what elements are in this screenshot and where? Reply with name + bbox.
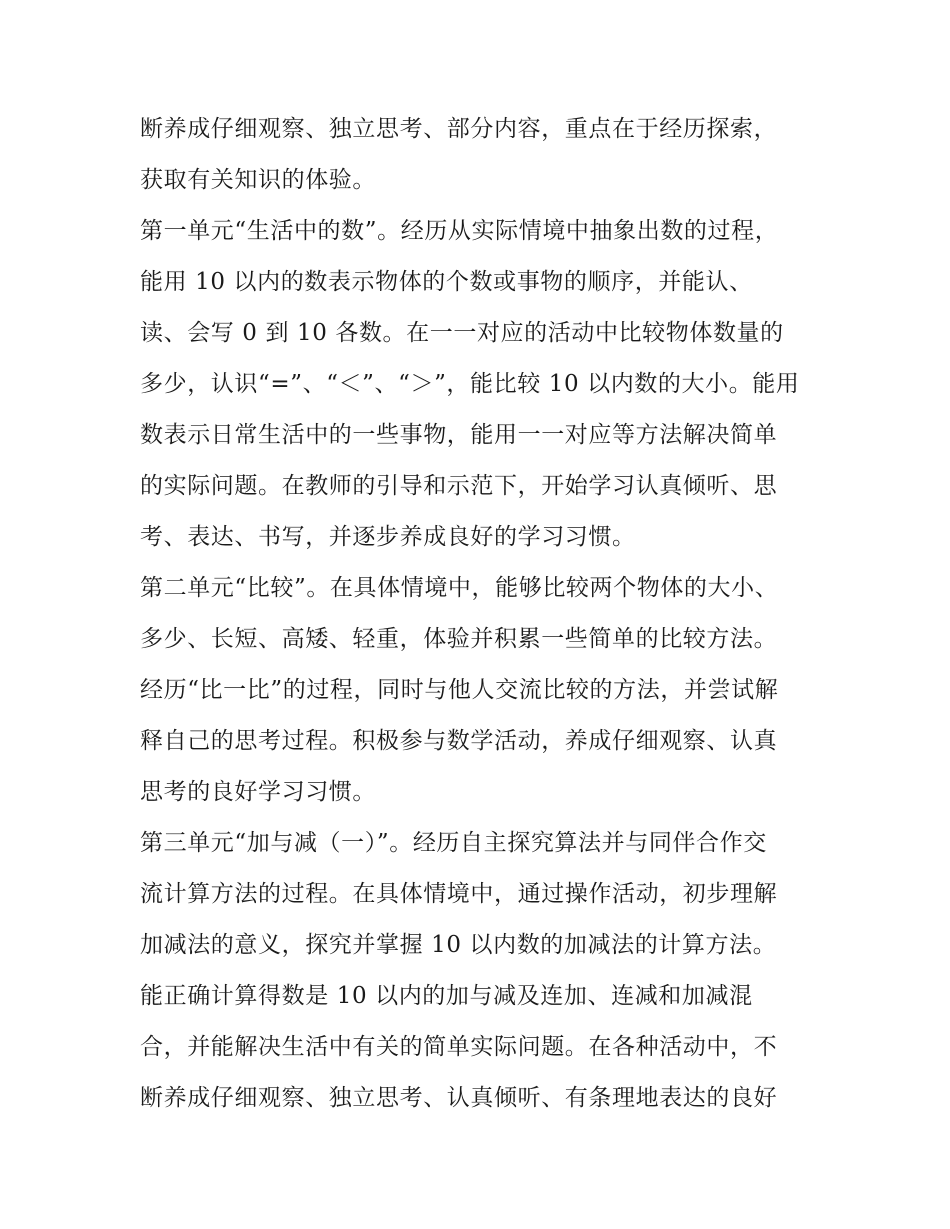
text-line: 第一单元“生活中的数”。经历从实际情境中抽象出数的过程， — [140, 218, 779, 244]
text-line: 经历“比一比”的过程，同时与他人交流比较的方法，并尝试解 — [140, 677, 779, 703]
text-line: 加减法的意义，探究并掌握 10 以内数的加减法的计算方法。 — [140, 932, 777, 958]
text-line: 考、表达、书写，并逐步养成良好的学习习惯。 — [140, 524, 636, 550]
text-line: 数表示日常生活中的一些事物，能用一一对应等方法解决简单 — [140, 422, 778, 448]
text-line: 断养成仔细观察、独立思考、认真倾听、有条理地表达的良好 — [140, 1085, 778, 1111]
text-line: 能用 10 以内的数表示物体的个数或事物的顺序，并能认、 — [140, 269, 753, 295]
text-line: 的实际问题。在教师的引导和示范下，开始学习认真倾听、思 — [140, 473, 778, 499]
text-line: 思考的良好学习习惯。 — [140, 779, 376, 805]
text-line: 释自己的思考过程。积极参与数学活动，养成仔细观察、认真 — [140, 728, 778, 754]
text-line: 断养成仔细观察、独立思考、部分内容，重点在于经历探索， — [140, 116, 778, 142]
text-line: 第三单元“加与减（一）”。经历自主探究算法并与同伴合作交 — [140, 830, 767, 856]
text-line: 第二单元“比较”。在具体情境中，能够比较两个物体的大小、 — [140, 575, 779, 601]
text-line: 合，并能解决生活中有关的简单实际问题。在各种活动中，不 — [140, 1034, 778, 1060]
body-text — [140, 104, 830, 1124]
text-line: 能正确计算得数是 10 以内的加与减及连加、连减和加减混 — [140, 983, 753, 1009]
text-line: 多少、长短、高矮、轻重，体验并积累一些简单的比较方法。 — [140, 626, 778, 652]
text-line: 流计算方法的过程。在具体情境中，通过操作活动，初步理解 — [140, 881, 778, 907]
text-line: 获取有关知识的体验。 — [140, 167, 376, 193]
text-line: 多少，认识“=”、“＜”、“＞”，能比较 10 以内数的大小。能用 — [140, 371, 800, 397]
text-line: 读、会写 0 到 10 各数。在一一对应的活动中比较物体数量的 — [140, 320, 784, 346]
